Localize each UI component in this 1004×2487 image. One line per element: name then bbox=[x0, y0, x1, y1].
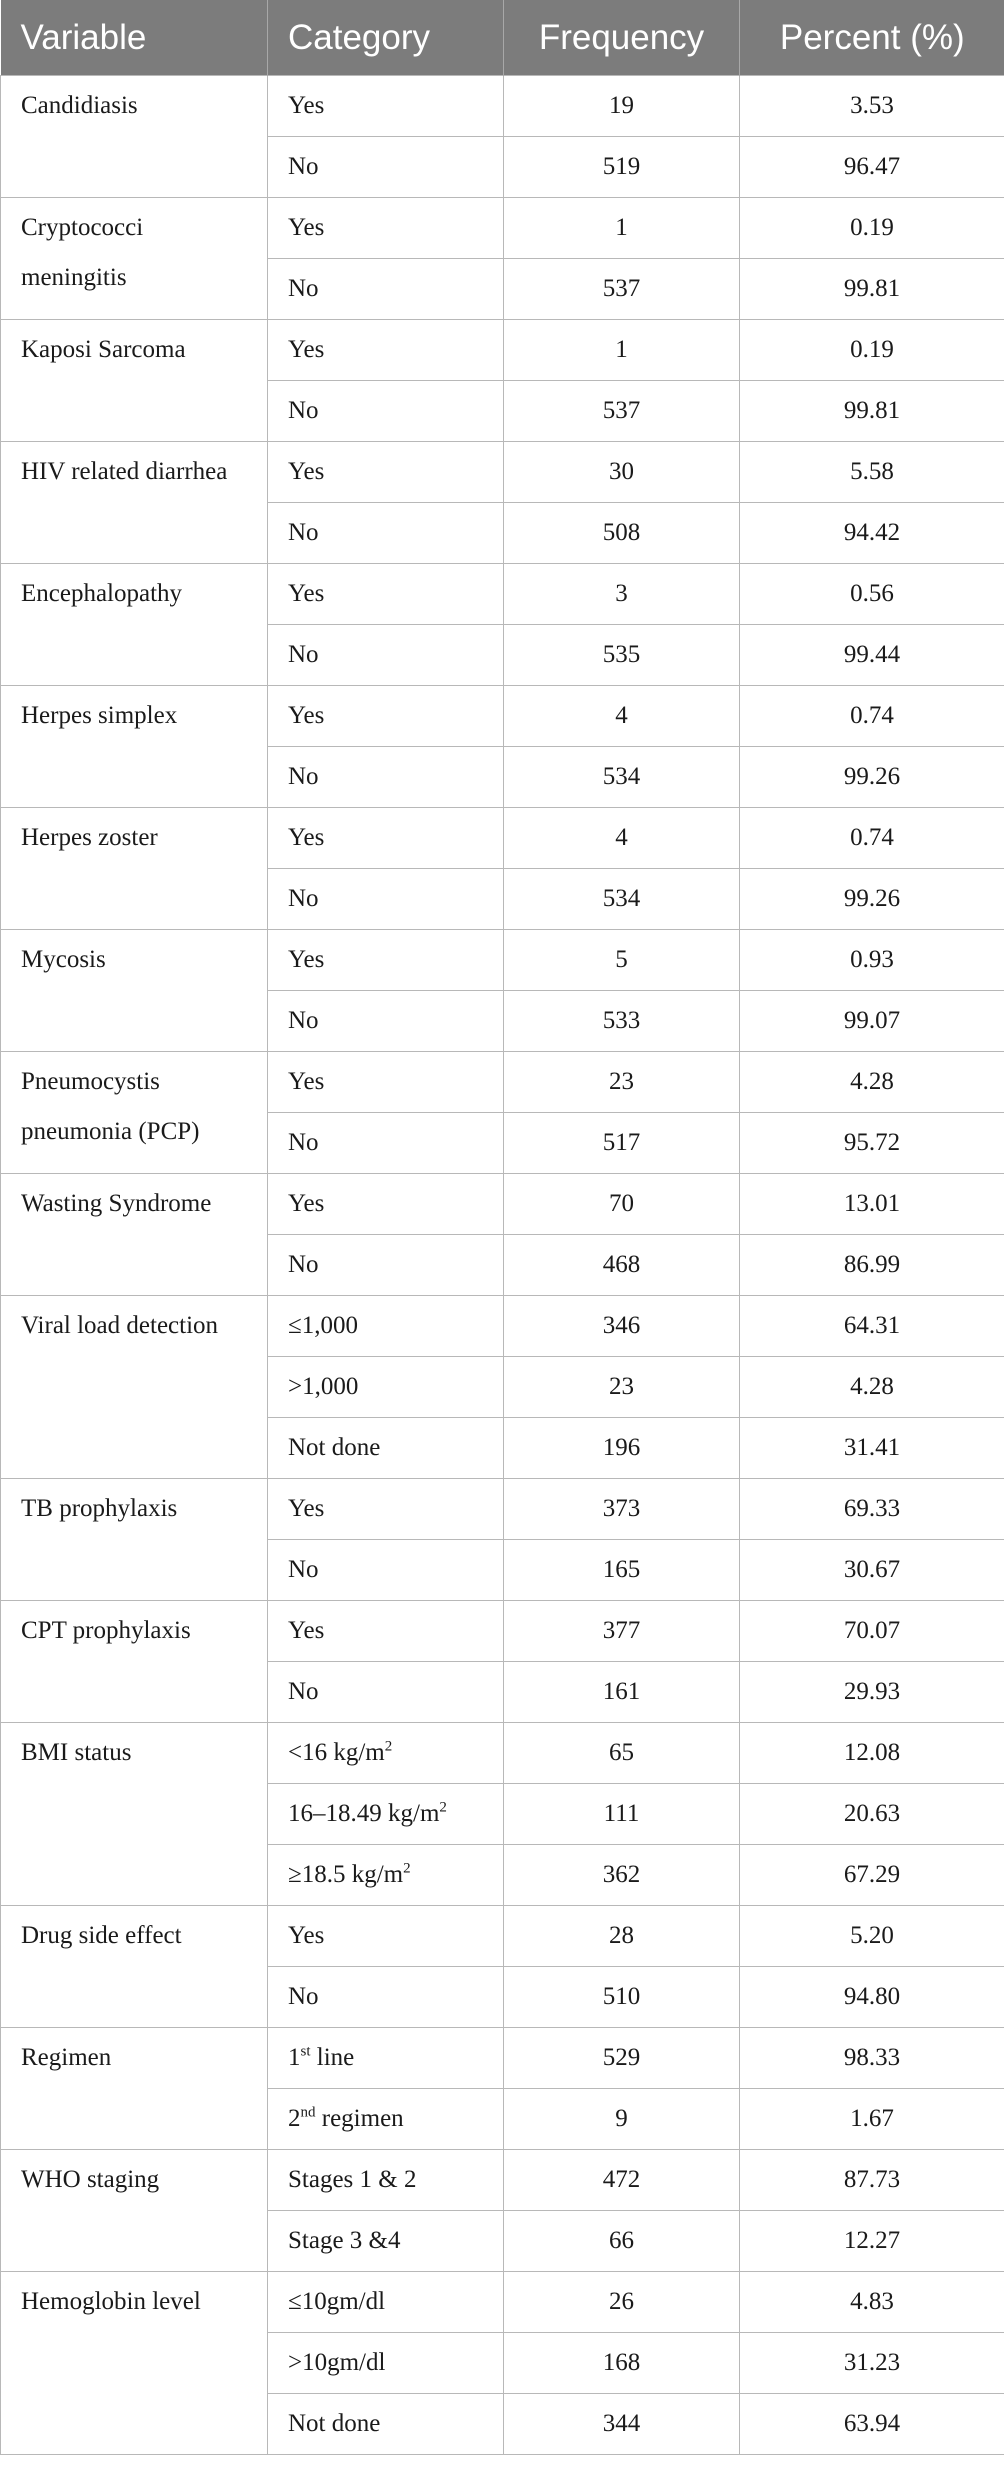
category-cell bbox=[268, 1540, 504, 1601]
header-category: Category bbox=[268, 0, 504, 76]
frequency-cell: 23 bbox=[504, 1357, 740, 1418]
variable-cell: Candidiasis bbox=[1, 76, 268, 198]
category-cell bbox=[268, 1784, 504, 1845]
category-cell bbox=[268, 564, 504, 625]
category-text: >10gm/dl bbox=[288, 2349, 386, 2376]
category-text: No bbox=[288, 275, 319, 302]
table-header bbox=[1, 0, 1004, 76]
percent-cell: 99.81 bbox=[740, 381, 1004, 442]
table-row bbox=[1, 442, 1004, 503]
table-row bbox=[1, 1174, 1004, 1235]
table-row bbox=[1, 564, 1004, 625]
frequency-cell: 535 bbox=[504, 625, 740, 686]
category-text: Not done bbox=[288, 1434, 381, 1461]
percent-cell: 0.93 bbox=[740, 930, 1004, 991]
category-text: Yes bbox=[288, 1617, 325, 1644]
category-cell bbox=[268, 381, 504, 442]
percent-cell: 13.01 bbox=[740, 1174, 1004, 1235]
category-text: Yes bbox=[288, 214, 325, 241]
category-text: No bbox=[288, 1129, 319, 1156]
table-row bbox=[1, 198, 1004, 259]
category-text: No bbox=[288, 641, 319, 668]
percent-cell: 12.27 bbox=[740, 2211, 1004, 2272]
category-cell bbox=[268, 1357, 504, 1418]
category-cell bbox=[268, 625, 504, 686]
variable-cell: Encephalopathy bbox=[1, 564, 268, 686]
percent-cell: 63.94 bbox=[740, 2394, 1004, 2455]
category-text: Yes bbox=[288, 946, 325, 973]
variable-cell: Hemoglobin level bbox=[1, 2272, 268, 2455]
category-text: Yes bbox=[288, 1922, 325, 1949]
percent-cell: 31.41 bbox=[740, 1418, 1004, 1479]
percent-cell: 20.63 bbox=[740, 1784, 1004, 1845]
frequency-cell: 346 bbox=[504, 1296, 740, 1357]
variable-cell: Cryptococci meningitis bbox=[1, 198, 268, 320]
category-text: Yes bbox=[288, 336, 325, 363]
table-row bbox=[1, 1906, 1004, 1967]
percent-cell: 3.53 bbox=[740, 76, 1004, 137]
frequency-cell: 66 bbox=[504, 2211, 740, 2272]
category-text: 1 bbox=[288, 2044, 301, 2071]
category-cell bbox=[268, 503, 504, 564]
percent-cell: 30.67 bbox=[740, 1540, 1004, 1601]
variable-cell: Viral load detection bbox=[1, 1296, 268, 1479]
category-cell bbox=[268, 1052, 504, 1113]
category-text: Yes bbox=[288, 458, 325, 485]
frequency-cell: 9 bbox=[504, 2089, 740, 2150]
variable-cell: Mycosis bbox=[1, 930, 268, 1052]
frequency-cell: 537 bbox=[504, 381, 740, 442]
category-text: No bbox=[288, 1007, 319, 1034]
frequency-cell: 1 bbox=[504, 198, 740, 259]
category-text: <16 kg/m bbox=[288, 1739, 385, 1766]
percent-cell: 99.26 bbox=[740, 869, 1004, 930]
category-text: Yes bbox=[288, 1190, 325, 1217]
frequency-cell: 3 bbox=[504, 564, 740, 625]
category-text-tail: regimen bbox=[315, 2105, 404, 2132]
category-text: Yes bbox=[288, 702, 325, 729]
category-cell bbox=[268, 2272, 504, 2333]
category-superscript: st bbox=[300, 2043, 311, 2060]
frequency-cell: 26 bbox=[504, 2272, 740, 2333]
percent-cell: 96.47 bbox=[740, 137, 1004, 198]
variable-cell: Regimen bbox=[1, 2028, 268, 2150]
category-text: No bbox=[288, 885, 319, 912]
percent-cell: 4.83 bbox=[740, 2272, 1004, 2333]
table-row bbox=[1, 1723, 1004, 1784]
frequency-cell: 373 bbox=[504, 1479, 740, 1540]
frequency-cell: 23 bbox=[504, 1052, 740, 1113]
frequency-cell: 529 bbox=[504, 2028, 740, 2089]
category-text: Yes bbox=[288, 580, 325, 607]
category-cell bbox=[268, 1113, 504, 1174]
percent-cell: 29.93 bbox=[740, 1662, 1004, 1723]
category-cell bbox=[268, 1967, 504, 2028]
category-text: No bbox=[288, 1678, 319, 1705]
percent-cell: 0.56 bbox=[740, 564, 1004, 625]
category-text: ≤10gm/dl bbox=[288, 2288, 386, 2315]
frequency-cell: 344 bbox=[504, 2394, 740, 2455]
category-text: Stages 1 & 2 bbox=[288, 2166, 417, 2193]
frequency-cell: 4 bbox=[504, 808, 740, 869]
percent-cell: 1.67 bbox=[740, 2089, 1004, 2150]
percent-cell: 5.58 bbox=[740, 442, 1004, 503]
header-row bbox=[1, 0, 1004, 76]
variable-cell: Herpes zoster bbox=[1, 808, 268, 930]
category-text: 16–18.49 kg/m bbox=[288, 1800, 440, 1827]
table-row bbox=[1, 686, 1004, 747]
category-text: No bbox=[288, 153, 319, 180]
variable-cell: Kaposi Sarcoma bbox=[1, 320, 268, 442]
frequency-cell: 30 bbox=[504, 442, 740, 503]
percent-cell: 99.07 bbox=[740, 991, 1004, 1052]
category-cell bbox=[268, 1845, 504, 1906]
variable-cell: Wasting Syndrome bbox=[1, 1174, 268, 1296]
frequency-cell: 468 bbox=[504, 1235, 740, 1296]
category-cell bbox=[268, 2394, 504, 2455]
category-text: No bbox=[288, 763, 319, 790]
category-cell bbox=[268, 869, 504, 930]
category-cell bbox=[268, 1296, 504, 1357]
frequency-cell: 111 bbox=[504, 1784, 740, 1845]
table-row bbox=[1, 2272, 1004, 2333]
category-cell bbox=[268, 2211, 504, 2272]
percent-cell: 94.80 bbox=[740, 1967, 1004, 2028]
percent-cell: 64.31 bbox=[740, 1296, 1004, 1357]
frequency-cell: 19 bbox=[504, 76, 740, 137]
category-cell bbox=[268, 808, 504, 869]
category-text: No bbox=[288, 519, 319, 546]
percent-cell: 87.73 bbox=[740, 2150, 1004, 2211]
table-row bbox=[1, 1052, 1004, 1113]
percent-cell: 99.44 bbox=[740, 625, 1004, 686]
category-superscript: 2 bbox=[384, 1738, 393, 1755]
frequency-cell: 161 bbox=[504, 1662, 740, 1723]
category-text: Yes bbox=[288, 92, 325, 119]
percent-cell: 99.26 bbox=[740, 747, 1004, 808]
category-cell bbox=[268, 320, 504, 381]
category-cell bbox=[268, 198, 504, 259]
category-cell bbox=[268, 1174, 504, 1235]
category-text: Yes bbox=[288, 824, 325, 851]
table-row bbox=[1, 2150, 1004, 2211]
category-cell bbox=[268, 686, 504, 747]
category-cell bbox=[268, 2089, 504, 2150]
table-row bbox=[1, 930, 1004, 991]
category-text: 2 bbox=[288, 2105, 301, 2132]
frequency-cell: 4 bbox=[504, 686, 740, 747]
category-text: Yes bbox=[288, 1495, 325, 1522]
category-cell bbox=[268, 1906, 504, 1967]
variable-cell: TB prophylaxis bbox=[1, 1479, 268, 1601]
percent-cell: 31.23 bbox=[740, 2333, 1004, 2394]
category-superscript: 2 bbox=[403, 1860, 411, 1877]
category-text: >1,000 bbox=[288, 1373, 359, 1400]
frequency-cell: 28 bbox=[504, 1906, 740, 1967]
variable-cell: Drug side effect bbox=[1, 1906, 268, 2028]
frequency-cell: 519 bbox=[504, 137, 740, 198]
category-text: No bbox=[288, 397, 319, 424]
category-cell bbox=[268, 747, 504, 808]
table-row bbox=[1, 808, 1004, 869]
table-row bbox=[1, 76, 1004, 137]
table-row bbox=[1, 320, 1004, 381]
frequency-cell: 1 bbox=[504, 320, 740, 381]
category-superscript: 2 bbox=[439, 1799, 447, 1816]
variable-cell: BMI status bbox=[1, 1723, 268, 1906]
category-text-tail: line bbox=[310, 2044, 355, 2071]
category-cell bbox=[268, 137, 504, 198]
percent-cell: 0.74 bbox=[740, 808, 1004, 869]
table-body bbox=[1, 76, 1004, 2455]
frequency-cell: 517 bbox=[504, 1113, 740, 1174]
percent-cell: 86.99 bbox=[740, 1235, 1004, 1296]
percent-cell: 67.29 bbox=[740, 1845, 1004, 1906]
frequency-cell: 377 bbox=[504, 1601, 740, 1662]
percent-cell: 94.42 bbox=[740, 503, 1004, 564]
table-row bbox=[1, 1479, 1004, 1540]
category-cell bbox=[268, 1235, 504, 1296]
frequency-cell: 168 bbox=[504, 2333, 740, 2394]
category-text: No bbox=[288, 1556, 319, 1583]
table-row bbox=[1, 1296, 1004, 1357]
frequency-cell: 533 bbox=[504, 991, 740, 1052]
percent-cell: 0.19 bbox=[740, 320, 1004, 381]
category-cell bbox=[268, 1601, 504, 1662]
percent-cell: 95.72 bbox=[740, 1113, 1004, 1174]
category-text: Not done bbox=[288, 2410, 381, 2437]
frequency-cell: 472 bbox=[504, 2150, 740, 2211]
variable-cell: HIV related diarrhea bbox=[1, 442, 268, 564]
frequency-cell: 508 bbox=[504, 503, 740, 564]
category-cell bbox=[268, 930, 504, 991]
variable-cell: CPT prophylaxis bbox=[1, 1601, 268, 1723]
percent-cell: 0.74 bbox=[740, 686, 1004, 747]
percent-cell: 98.33 bbox=[740, 2028, 1004, 2089]
category-cell bbox=[268, 991, 504, 1052]
percent-cell: 69.33 bbox=[740, 1479, 1004, 1540]
table-row bbox=[1, 1601, 1004, 1662]
category-cell bbox=[268, 2028, 504, 2089]
frequency-cell: 534 bbox=[504, 747, 740, 808]
frequency-cell: 534 bbox=[504, 869, 740, 930]
category-cell bbox=[268, 1662, 504, 1723]
category-cell bbox=[268, 76, 504, 137]
frequency-cell: 65 bbox=[504, 1723, 740, 1784]
category-text: No bbox=[288, 1251, 319, 1278]
category-cell bbox=[268, 1723, 504, 1784]
frequency-cell: 70 bbox=[504, 1174, 740, 1235]
percent-cell: 5.20 bbox=[740, 1906, 1004, 1967]
variable-cell: Pneumocystis pneumonia (PCP) bbox=[1, 1052, 268, 1174]
percent-cell: 99.81 bbox=[740, 259, 1004, 320]
category-cell bbox=[268, 442, 504, 503]
percent-cell: 0.19 bbox=[740, 198, 1004, 259]
percent-cell: 4.28 bbox=[740, 1052, 1004, 1113]
percent-cell: 12.08 bbox=[740, 1723, 1004, 1784]
category-cell bbox=[268, 1479, 504, 1540]
category-text: Yes bbox=[288, 1068, 325, 1095]
variable-cell: WHO staging bbox=[1, 2150, 268, 2272]
header-variable: Variable bbox=[1, 0, 268, 76]
category-text: ≥18.5 kg/m bbox=[288, 1861, 404, 1888]
frequency-cell: 362 bbox=[504, 1845, 740, 1906]
frequency-cell: 510 bbox=[504, 1967, 740, 2028]
percent-cell: 4.28 bbox=[740, 1357, 1004, 1418]
frequency-cell: 5 bbox=[504, 930, 740, 991]
category-text: ≤1,000 bbox=[288, 1312, 358, 1339]
category-cell bbox=[268, 1418, 504, 1479]
header-frequency: Frequency bbox=[504, 0, 740, 76]
percent-cell: 70.07 bbox=[740, 1601, 1004, 1662]
frequency-cell: 165 bbox=[504, 1540, 740, 1601]
frequency-cell: 537 bbox=[504, 259, 740, 320]
category-text: Stage 3 &4 bbox=[288, 2227, 401, 2254]
category-superscript: nd bbox=[300, 2104, 316, 2121]
frequency-cell: 196 bbox=[504, 1418, 740, 1479]
header-percent: Percent (%) bbox=[740, 0, 1004, 76]
variable-cell: Herpes simplex bbox=[1, 686, 268, 808]
category-cell bbox=[268, 2333, 504, 2394]
category-cell bbox=[268, 2150, 504, 2211]
category-cell bbox=[268, 259, 504, 320]
category-text: No bbox=[288, 1983, 319, 2010]
table-row bbox=[1, 2028, 1004, 2089]
